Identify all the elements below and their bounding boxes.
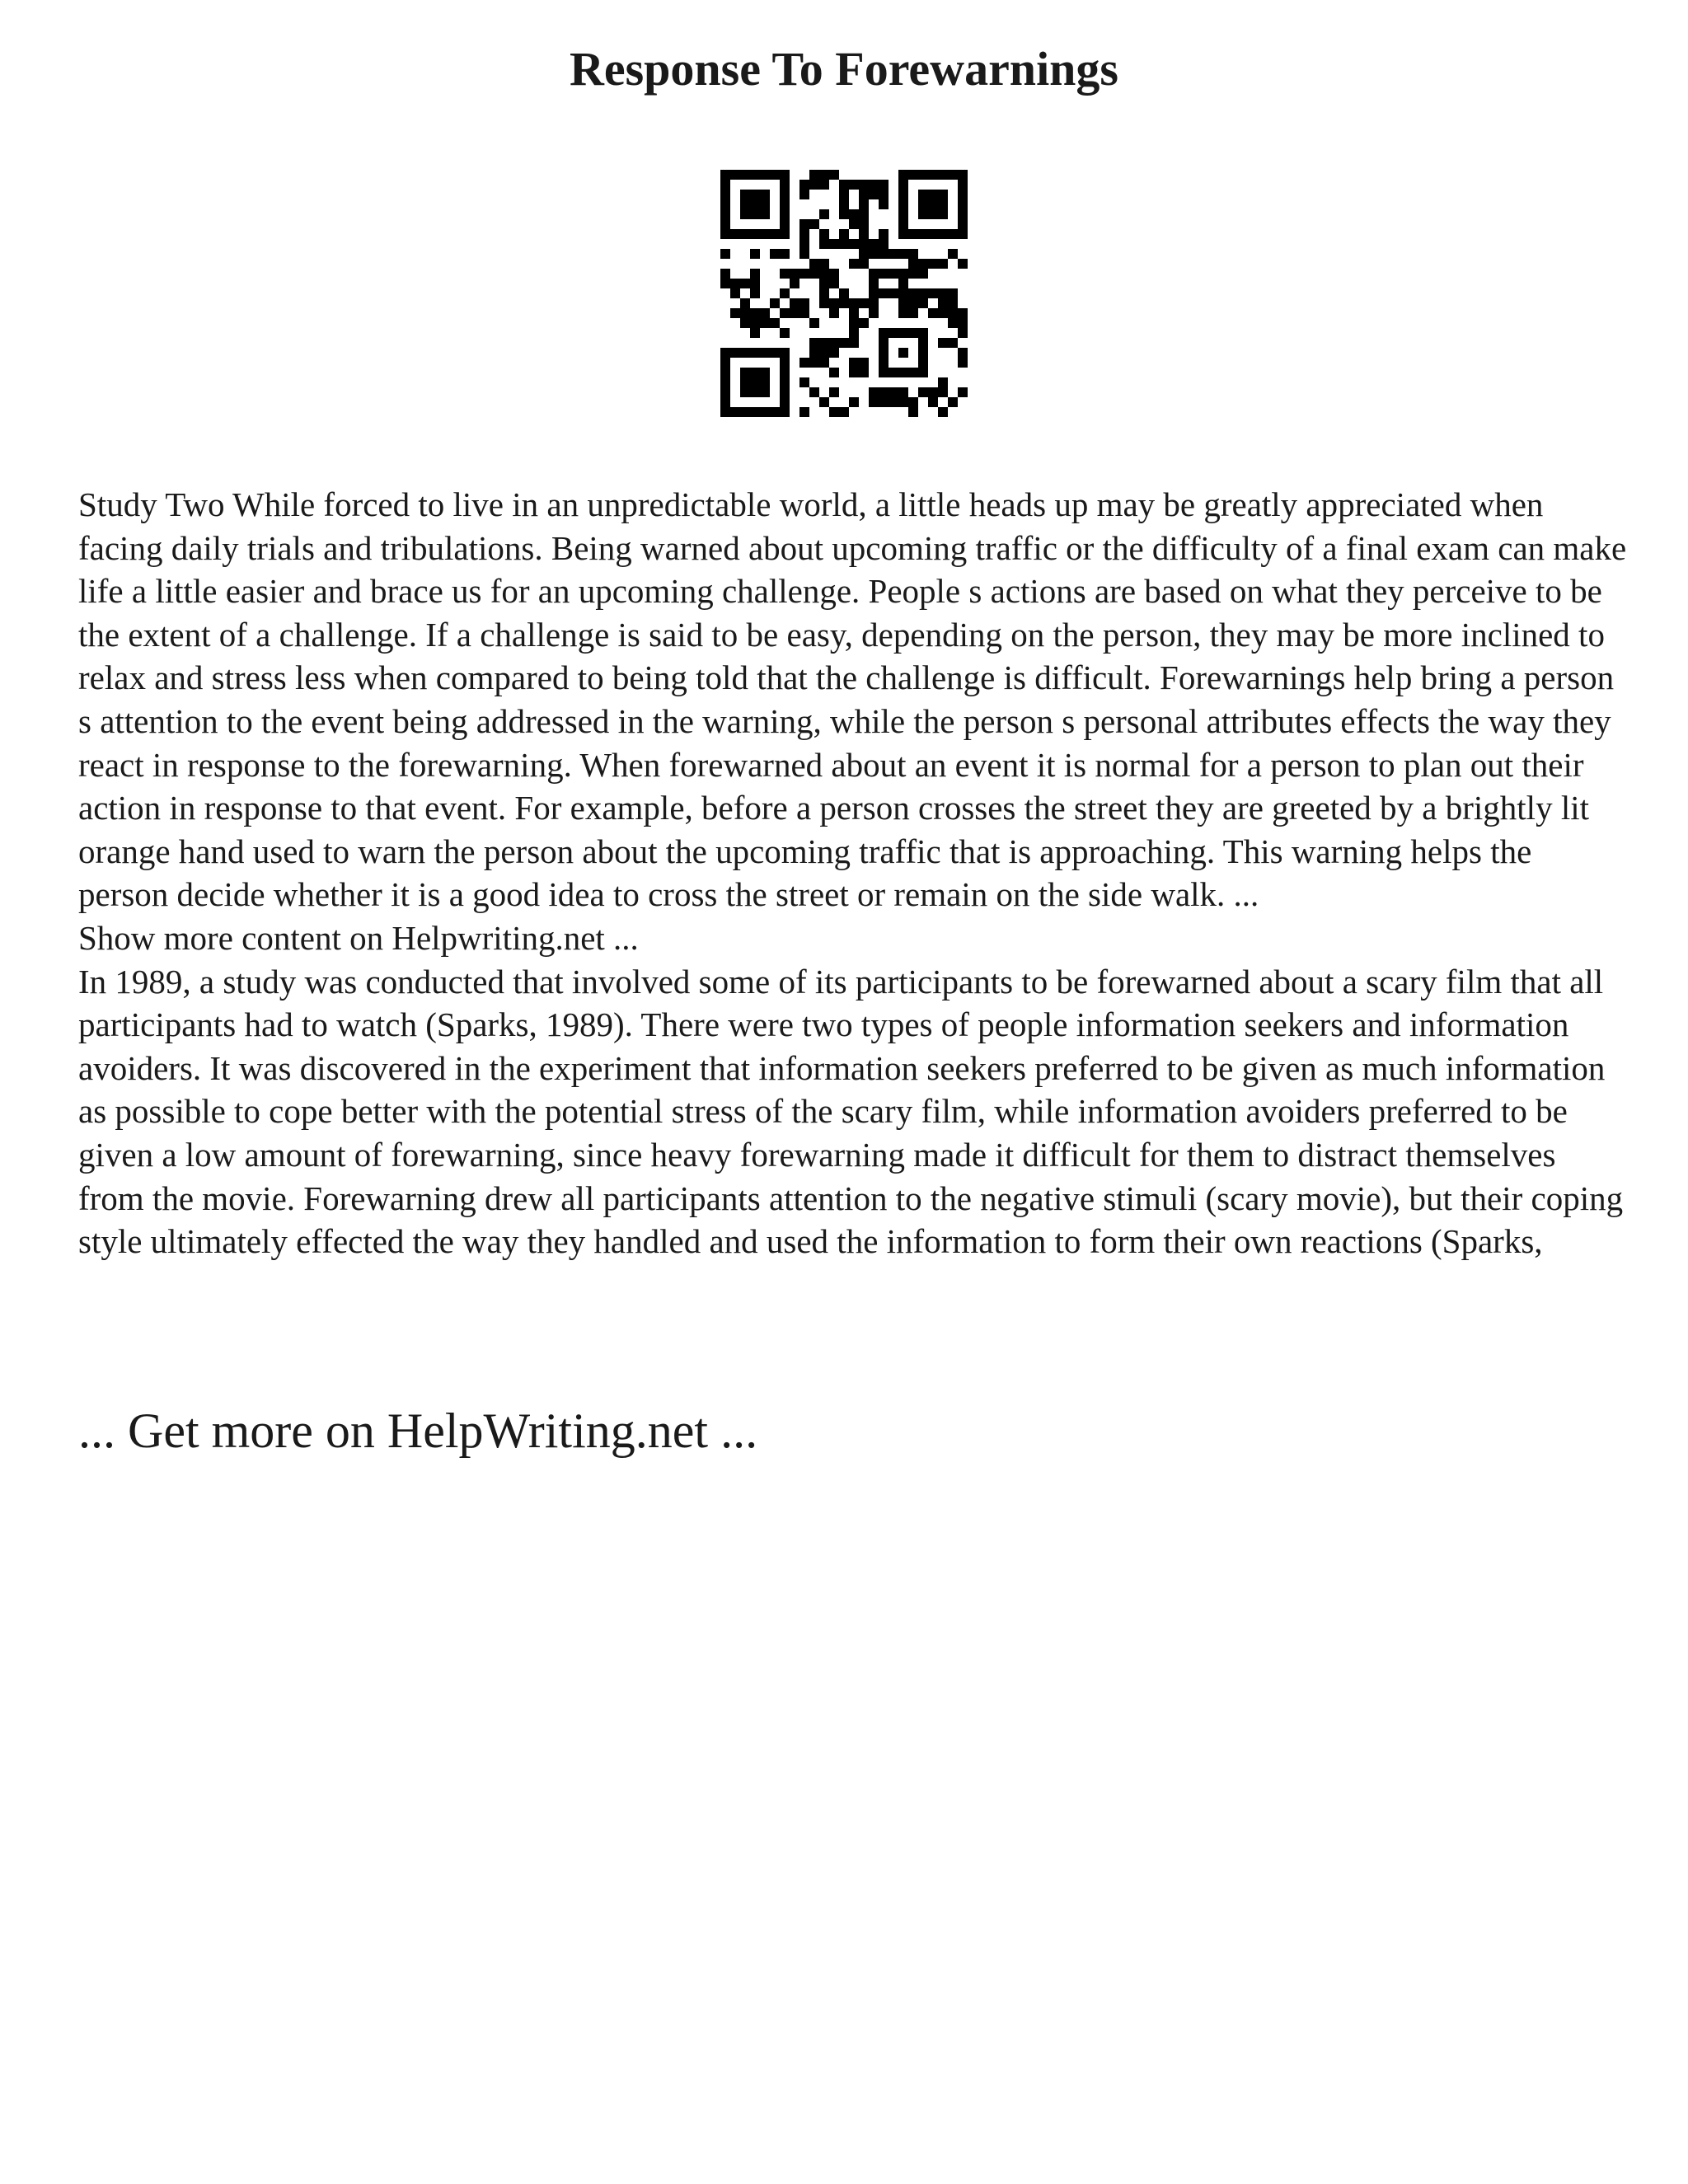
body-text	[78, 483, 1628, 1263]
paragraph-1989-study: In 1989, a study was conducted that involved some of its participants to be forewarned about a scary film that all participants had to watch (Sparks, 1989). There were two types of people information seekers and information avoiders. It was discovered in the experiment that information seekers preferred to be given as much information as possible to cope better with the potential stress of the scary film, while information avoiders preferred to be given a low amount of forewarning, since heavy forewarning made it difficult for them to distract themselves from the movie. Forewarning drew all participants attention to the negative stimuli (scary movie), but their coping style ultimately effected the way they handled and used the information to form their own reactions (Sparks,	[78, 962, 1624, 1261]
document-title: Response To Forewarnings	[569, 42, 1119, 96]
get-more-line: ... Get more on HelpWriting.net ...	[78, 1404, 758, 1458]
qr-code	[720, 170, 968, 417]
paragraph-study-two: Study Two While forced to live in an unpredictable world, a little heads up may be greatly appreciated when facing daily trials and tribulations. Being warned about upcoming traffic or the difficulty of a final exam can make life a little easier and brace us for an upcoming challenge. People s actions are based on what they perceive to be the extent of a challenge. If a challenge is said to be easy, depending on the person, they may be more inclined to relax and stress less when compared to being told that the challenge is difficult. Forewarnings help bring a person s attention to the event being addressed in the warning, while the person s personal attributes effects the way they react in response to the forewarning. When forewarned about an event it is normal for a person to plan out their action in response to that event. For example, before a person crosses the street they are greeted by a brightly lit orange hand used to warn the person about the upcoming traffic that is approaching. This warning helps the person decide whether it is a good idea to cross the street or remain on the side walk. ...	[78, 485, 1627, 914]
show-more-line: Show more content on Helpwriting.net ...	[78, 918, 639, 957]
qr-code-icon	[720, 170, 968, 417]
